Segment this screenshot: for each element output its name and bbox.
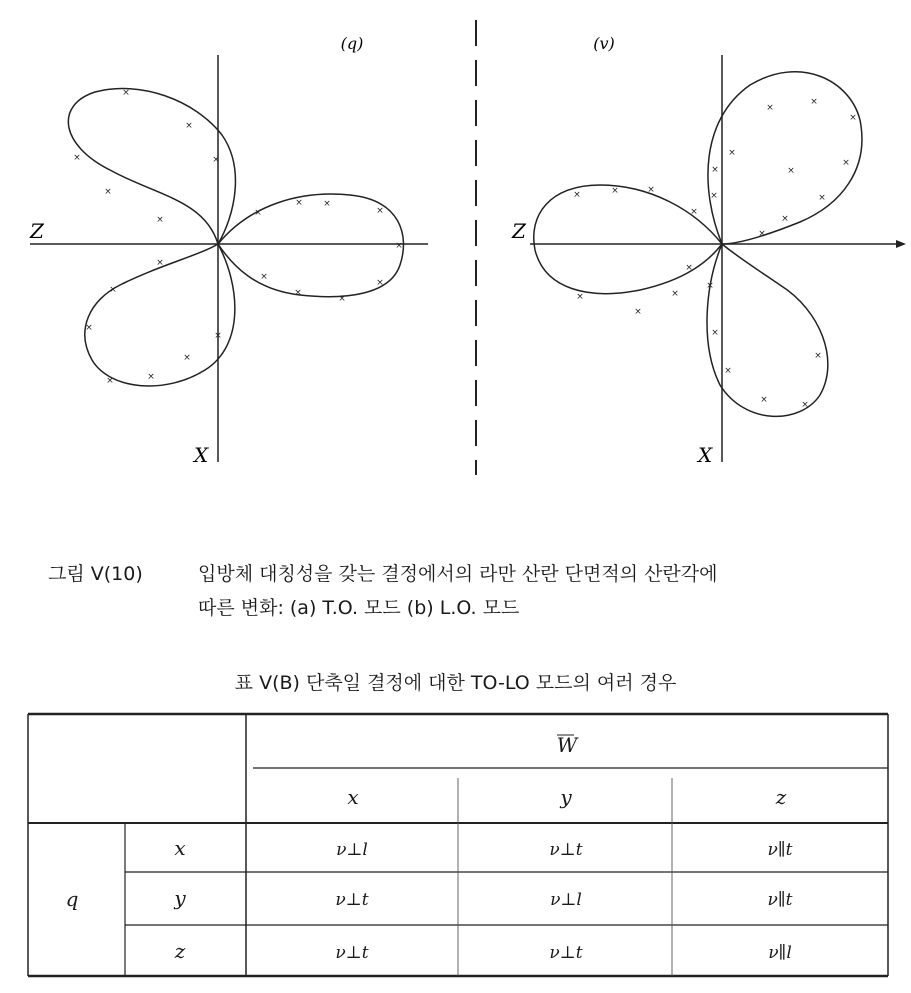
data-point: × [814, 351, 822, 361]
data-point: × [728, 148, 736, 158]
column-header-y: y [560, 785, 572, 809]
data-point: × [338, 294, 346, 304]
data-point: × [849, 113, 857, 123]
data-point: × [260, 272, 268, 282]
table-cell: ν⊥t [549, 943, 583, 963]
table-cell: ν⊥l [336, 840, 368, 860]
column-header-x: x [347, 785, 359, 809]
data-point: × [781, 214, 789, 224]
data-point: × [842, 158, 850, 168]
data-point: × [576, 292, 584, 302]
row-label-z: z [174, 939, 186, 963]
data-point: × [818, 193, 826, 203]
data-point: × [85, 323, 93, 333]
table-cell: ν⊥t [335, 943, 369, 963]
data-point: × [104, 187, 112, 197]
data-point: × [647, 185, 655, 195]
row-label-y: y [174, 886, 186, 910]
data-point: × [611, 186, 619, 196]
data-point: × [109, 285, 117, 295]
data-point: × [294, 288, 302, 298]
data-point: × [711, 328, 719, 338]
data-point: × [760, 395, 768, 405]
data-point: × [810, 97, 818, 107]
data-point: × [156, 215, 164, 225]
data-point: × [376, 278, 384, 288]
data-point: × [706, 281, 714, 291]
panel-b-x-label: X [698, 443, 713, 467]
data-point: × [122, 88, 130, 98]
data-point: × [106, 376, 114, 386]
data-point: × [573, 190, 581, 200]
table-cell: ν∥l [768, 943, 792, 963]
data-point: × [323, 199, 331, 209]
data-point: × [634, 307, 642, 317]
data-point: × [212, 155, 220, 165]
data-point: × [214, 331, 222, 341]
data-point: × [787, 166, 795, 176]
data-point: × [395, 241, 403, 251]
data-point: × [185, 121, 193, 131]
row-label-x: x [174, 836, 186, 860]
table-cell: ν⊥t [335, 890, 369, 910]
table-cell: ν∥t [767, 840, 793, 860]
table-cell: ν⊥t [549, 840, 583, 860]
table-cell: ν∥t [767, 890, 793, 910]
row-group-label: q [65, 887, 79, 911]
data-point: × [147, 372, 155, 382]
data-point: × [183, 353, 191, 363]
table-title: 표 V(B) 단축일 결정에 대한 TO-LO 모드의 여러 경우 [234, 672, 677, 694]
data-point: × [710, 191, 718, 201]
data-point: × [711, 165, 719, 175]
w-header: W [556, 733, 578, 757]
data-point: × [690, 207, 698, 217]
caption-line-2: 따른 변화: (a) T.O. 모드 (b) L.O. 모드 [198, 597, 520, 619]
data-point: × [156, 258, 164, 268]
data-point: × [295, 198, 303, 208]
panel-a-label: (q) [340, 34, 364, 53]
table-cell: ν⊥l [550, 890, 582, 910]
data-point: × [766, 103, 774, 113]
data-point: × [758, 229, 766, 239]
column-header-z: z [775, 785, 787, 809]
panel-b-label: (v) [593, 34, 615, 53]
data-point: × [801, 400, 809, 410]
data-point: × [671, 289, 679, 299]
caption-label: 그림 V(10) [48, 563, 143, 585]
panel-a-z-label: Z [30, 219, 44, 243]
panel-a-x-label: X [194, 443, 209, 467]
caption-line-1: 입방체 대칭성을 갖는 결정에서의 라만 산란 단면적의 산란각에 [198, 563, 718, 585]
data-point: × [254, 208, 262, 218]
data-point: × [685, 263, 693, 273]
data-point: × [73, 153, 81, 163]
panel-b-z-label: Z [512, 219, 526, 243]
data-point: × [724, 366, 732, 376]
data-point: × [376, 206, 384, 216]
